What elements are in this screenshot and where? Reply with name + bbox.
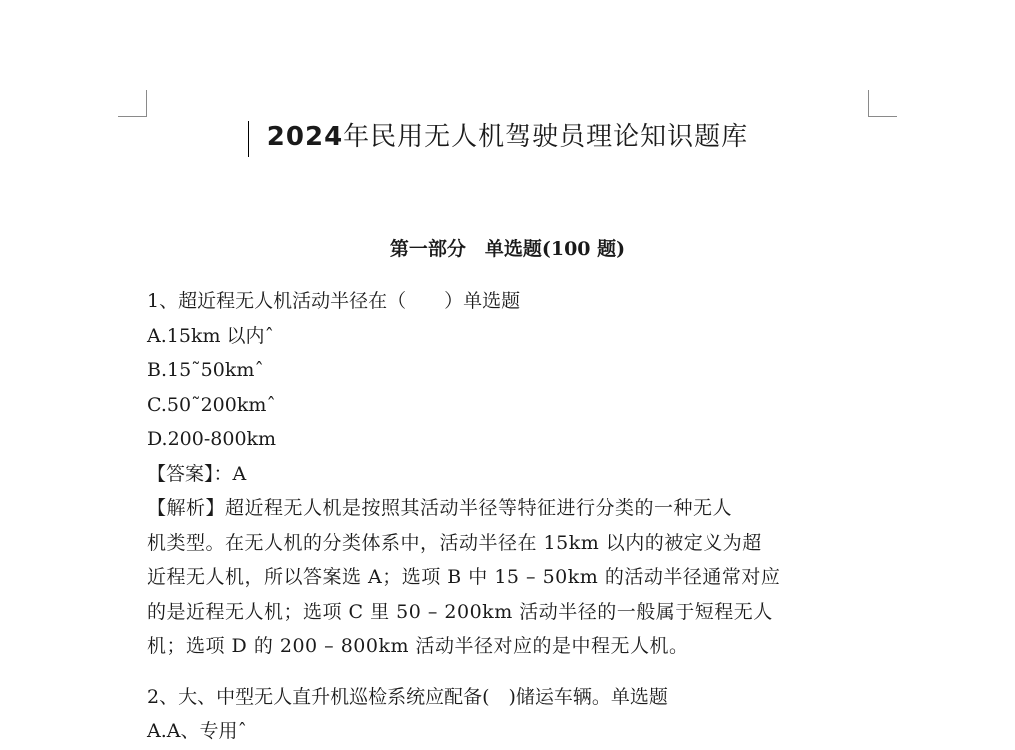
analysis-line[interactable]: 机；选项 D 的 200 – 800km 活动半径对应的是中程无人机。 — [147, 635, 689, 657]
analysis-line[interactable]: 【解析】超近程无人机是按照其活动半径等特征进行分类的一种无人 — [147, 497, 733, 519]
question-stem[interactable]: 1、超近程无人机活动半径在（ ）单选题 — [147, 290, 521, 312]
question-option[interactable]: D.200-800km — [147, 428, 277, 450]
page-margin-corner-top-right — [868, 90, 897, 117]
question-stem[interactable]: 2、大、中型无人直升机巡检系统应配备( )储运车辆。单选题 — [147, 685, 668, 708]
section-title[interactable]: 第一部分 单选题(100 题) — [389, 238, 626, 260]
paragraph-spacing — [147, 664, 867, 680]
analysis-line[interactable]: 近程无人机，所以答案选 A；选项 B 中 15 – 50km 的活动半径通常对应 — [147, 566, 781, 588]
question-option[interactable]: B.15˜50kmˆ — [147, 359, 264, 381]
document-body[interactable] — [147, 284, 867, 749]
analysis-line[interactable]: 的是近程无人机；选项 C 里 50 – 200km 活动半径的一般属于短程无人 — [147, 600, 773, 623]
question-option[interactable]: C.50˜200kmˆ — [147, 393, 276, 416]
question-option[interactable]: A.15km 以内ˆ — [147, 324, 275, 347]
question-analysis[interactable] — [147, 491, 867, 664]
question-option[interactable]: A.A、专用ˆ — [147, 720, 247, 742]
document-title-year[interactable]: 2024 — [266, 122, 344, 152]
page-margin-corner-top-left — [118, 90, 147, 117]
document-title-text[interactable]: 年民用无人机驾驶员理论知识题库 — [343, 122, 749, 152]
question-answer[interactable]: 【答案】：A — [147, 462, 247, 485]
analysis-line[interactable]: 机类型。在无人机的分类体系中，活动半径在 15km 以内的被定义为超 — [147, 531, 762, 554]
document-title[interactable] — [0, 116, 1015, 153]
